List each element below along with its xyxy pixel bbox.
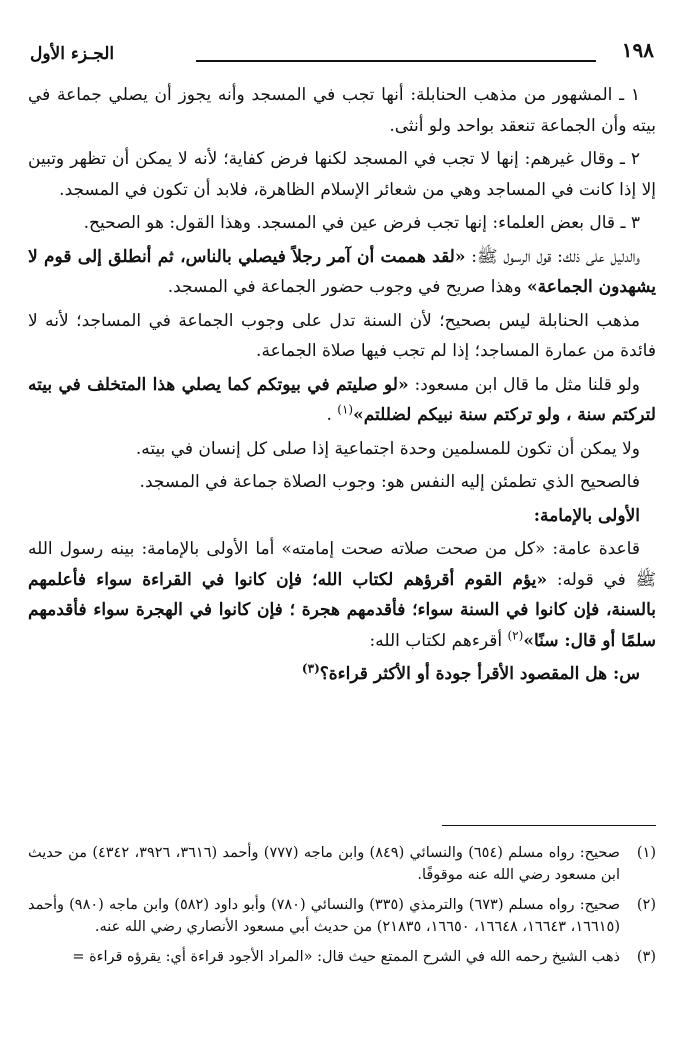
paragraph-4-intro: والدليل على ذلك: قول الرسول ﷺ: xyxy=(465,246,640,267)
paragraph-6 xyxy=(28,370,656,431)
header-rule xyxy=(196,60,596,62)
footnote-1 xyxy=(28,842,656,886)
footnote-2 xyxy=(28,894,656,938)
paragraph-9 xyxy=(28,534,656,656)
paragraph-4 xyxy=(28,242,656,303)
paragraph-5: مذهب الحنابلة ليس بصحيح؛ لأن السنة تدل على وجوب الجماعة في المساجد؛ لأنه لا فائدة من عمارة المساجد؛ إذا لم تجب فيها صلاة الجماعة. xyxy=(28,310,656,361)
footnote-number: (٢) xyxy=(636,897,656,913)
footnote-ref-2[interactable]: (٢) xyxy=(507,627,524,642)
footnote-3 xyxy=(28,946,656,968)
footnote-number: (١) xyxy=(636,845,656,861)
paragraph-1: ١ ـ المشهور من مذهب الحنابلة: أنها تجب في المسجد وأنه يجوز أن يصلي جماعة في بيته وأن الجماعة تنعقد بواحد ولو أنثى. xyxy=(28,85,656,136)
footnote-text: ذهب الشيخ رحمه الله في الشرح الممتع حيث قال: «المراد الأجود قراءة أي: يقرؤه قراءة = xyxy=(72,949,620,965)
footnote-number: (٣) xyxy=(636,949,656,965)
footnote-ref-3[interactable]: (٣) xyxy=(301,661,320,676)
paragraph-4-rest: وهذا صريح في وجوب حضور الجماعة في المسجد. xyxy=(167,277,527,297)
paragraph-3: ٣ ـ قال بعض العلماء: إنها تجب فرض عين في المسجد. وهذا القول: هو الصحيح. xyxy=(83,213,640,233)
paragraph-9-intro: قاعدة عامة: «كل من صحت صلاته صحت إمامته» أما الأولى بالإمامة: بينه رسول الله ﷺ في قوله: xyxy=(28,539,656,590)
paragraph-9-rest: أقرءهم لكتاب الله: xyxy=(369,630,508,651)
paragraph-8: فالصحيح الذي تطمئن إليه النفس هو: وجوب الصلاة جماعة في المسجد. xyxy=(139,472,640,492)
page-header xyxy=(30,38,654,72)
paragraph-6-intro: ولو قلنا مثل ما قال ابن مسعود: xyxy=(408,374,640,395)
main-text xyxy=(28,80,656,693)
athar-quote: «لو صليتم في بيوتكم كما يصلي هذا المتخلف في بيته لتركتم سنة ، ولو تركتم سنة نبيكم لضللتم» xyxy=(28,374,656,425)
footnote-separator xyxy=(442,825,656,826)
footnotes xyxy=(28,842,656,976)
footnote-text: صحيح: رواه مسلم (٦٧٣) والترمذي (٣٣٥) والنسائي (٧٨٠) وأبو داود (٥٨٢) وابن ماجه (٩٨٠) وأحمد (١٦٦١٥، ١٦٦٤٣، ١٦٦٤٨، ١٦٦٥٠، ٢١٨٣٥) من حديث أبي مسعود الأنصاري رضي الله عنه. xyxy=(28,897,621,935)
paragraph-7: ولا يمكن أن تكون للمسلمين وحدة اجتماعية إذا صلى كل إنسان في بيته. xyxy=(135,438,640,459)
section-heading: الأولى بالإمامة: xyxy=(533,505,640,526)
footnote-text: صحيح: رواه مسلم (٦٥٤) والنسائي (٨٤٩) وابن ماجه (٧٧٧) وأحمد (٣٦١٦، ٣٩٢٦، ٤٣٤٢) من حديث ابن مسعود رضي الله عنه موقوفًا. xyxy=(28,845,620,883)
paragraph-6-rest: . xyxy=(326,405,338,425)
footnote-ref-1[interactable]: (١) xyxy=(337,402,354,417)
question-text: س: هل المقصود الأقرأ جودة أو الأكثر قراءة؟ xyxy=(319,664,640,684)
part-title: الجـزء الأول xyxy=(30,44,115,64)
page-number: ١٩٨ xyxy=(621,38,654,62)
hadith-quote-2: «يؤم القوم أقرؤهم لكتاب الله؛ فإن كانوا في القراءة سواء فأعلمهم بالسنة، فإن كانوا في السنة سواء؛ فأقدمهم هجرة ؛ فإن كانوا في الهجرة سواء فأقدمهم سلمًا أو قال: سنًا» xyxy=(28,569,656,651)
paragraph-2: ٢ ـ وقال غيرهم: إنها لا تجب في المسجد لكنها فرض كفاية؛ لأنه لا يمكن أن تظهر وتبين إلا إذا كانت في المساجد وهي من شعائر الإسلام الظاهرة، فلابد أن تكون في المسجد. xyxy=(28,149,656,200)
question-line xyxy=(28,659,656,690)
hadith-quote-1: «لقد هممت أن آمر رجلاً فيصلي بالناس، ثم أنطلق إلى قوم لا يشهدون الجماعة» xyxy=(28,246,656,297)
